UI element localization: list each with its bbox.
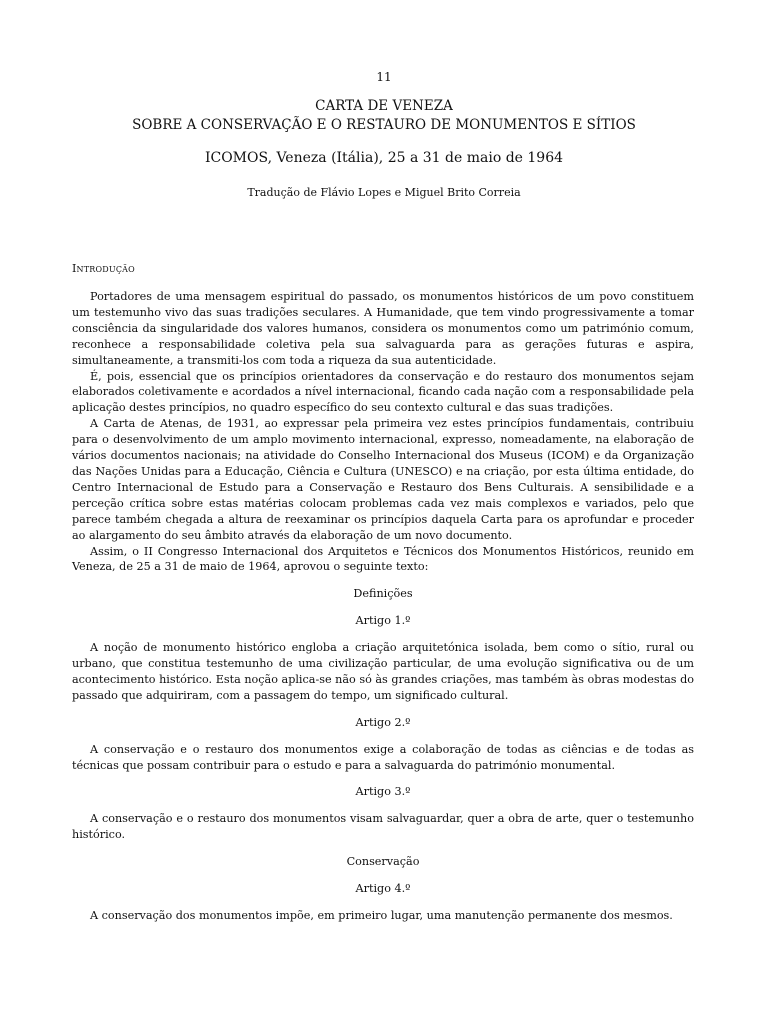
document-title-line-2: SOBRE A CONSERVAÇÃO E O RESTAURO DE MONUMENTOS E SÍTIOS — [132, 117, 636, 133]
article-1-heading: Artigo 1.º — [355, 614, 411, 628]
intro-paragraph: Portadores de uma mensagem espiritual do passado, os monumentos históricos de um povo constituem um testemunho vivo das suas tradições seculares. A Humanidade, que tem vindo progressivamente a tomar consciência da singularidade dos valores humanos, considera os monumentos como um património comum, reconhece a responsabilidade coletiva pela sua salvaguarda para as gerações futuras e aspira, simultaneamente, a transmiti-los com toda a riqueza da sua autenticidade. — [72, 290, 694, 367]
article-1-text: A noção de monumento histórico engloba a criação arquitetónica isolada, bem como o sítio, rural ou urbano, que constitua testemunho de uma civilização particular, de uma evolução significativa ou de um acontecimento histórico. Esta noção aplica-se não só às grandes criações, mas também às obras modestas do passado que adquiriram, com a passagem do tempo, um significado cultural. — [72, 641, 694, 702]
conservation-heading: Conservação — [346, 855, 420, 869]
article-2-text: A conservação e o restauro dos monumentos exige a colaboração de todas as ciências e de todas as técnicas que possam contribuir para o estudo e para a salvaguarda do património monumental. — [72, 742, 694, 772]
article-2-heading: Artigo 2.º — [355, 715, 411, 729]
translation-credit: Tradução de Flávio Lopes e Miguel Brito Correia — [247, 186, 521, 199]
document-title: CARTA DE VENEZA — [315, 98, 453, 114]
intro-paragraph: Assim, o II Congresso Internacional dos Arquitetos e Técnicos dos Monumentos Históricos, reunido em Veneza, de 25 a 31 de maio de 1964, aprovou o seguinte texto: — [72, 544, 694, 574]
article-4-text: A conservação dos monumentos impõe, em primeiro lugar, uma manutenção permanente dos mesmos. — [90, 909, 673, 922]
intro-paragraph: A Carta de Atenas, de 1931, ao expressar pela primeira vez estes princípios fundamentais, contribuiu para o desenvolvimento de um amplo movimento internacional, expresso, nomeadamente, na elaboração de vários documentos nacionais; na atividade do Conselho Internacional dos Museus (ICOM) e da Organização das Nações Unidas para a Educação, Ciência e Cultura (UNESCO) e na criação, por esta última entidade, do Centro Internacional de Estudo para a Conservação e Restauro dos Bens Culturais. A sensibilidade e a perceção crítica sobre estas matérias colocam problemas cada vez mais complexos e variados, pelo que parece também chegada a altura de reexaminar os princípios daquela Carta para os aprofundar e proceder ao alargamento do seu âmbito através da elaboração de um novo documento. — [72, 417, 694, 542]
definitions-heading: Definições — [353, 587, 413, 601]
intro-paragraph: É, pois, essencial que os princípios orientadores da conservação e do restauro dos monumentos sejam elaborados coletivamente e acordados a nível internacional, ficando cada nação com a responsabilidade pela aplicação destes princípios, no quadro específico do seu contexto cultural e das suas tradições. — [72, 369, 694, 415]
article-3-text: A conservação e o restauro dos monumentos visam salvaguardar, quer a obra de arte, quer o testemunho histórico. — [72, 812, 694, 842]
page-number: 11 — [376, 70, 392, 84]
document-body — [72, 289, 694, 924]
article-4-heading: Artigo 4.º — [355, 882, 411, 896]
document-subtitle: ICOMOS, Veneza (Itália), 25 a 31 de maio de 1964 — [204, 150, 564, 166]
article-3-heading: Artigo 3.º — [355, 785, 411, 799]
section-heading-introduction: Introdução — [72, 262, 135, 275]
